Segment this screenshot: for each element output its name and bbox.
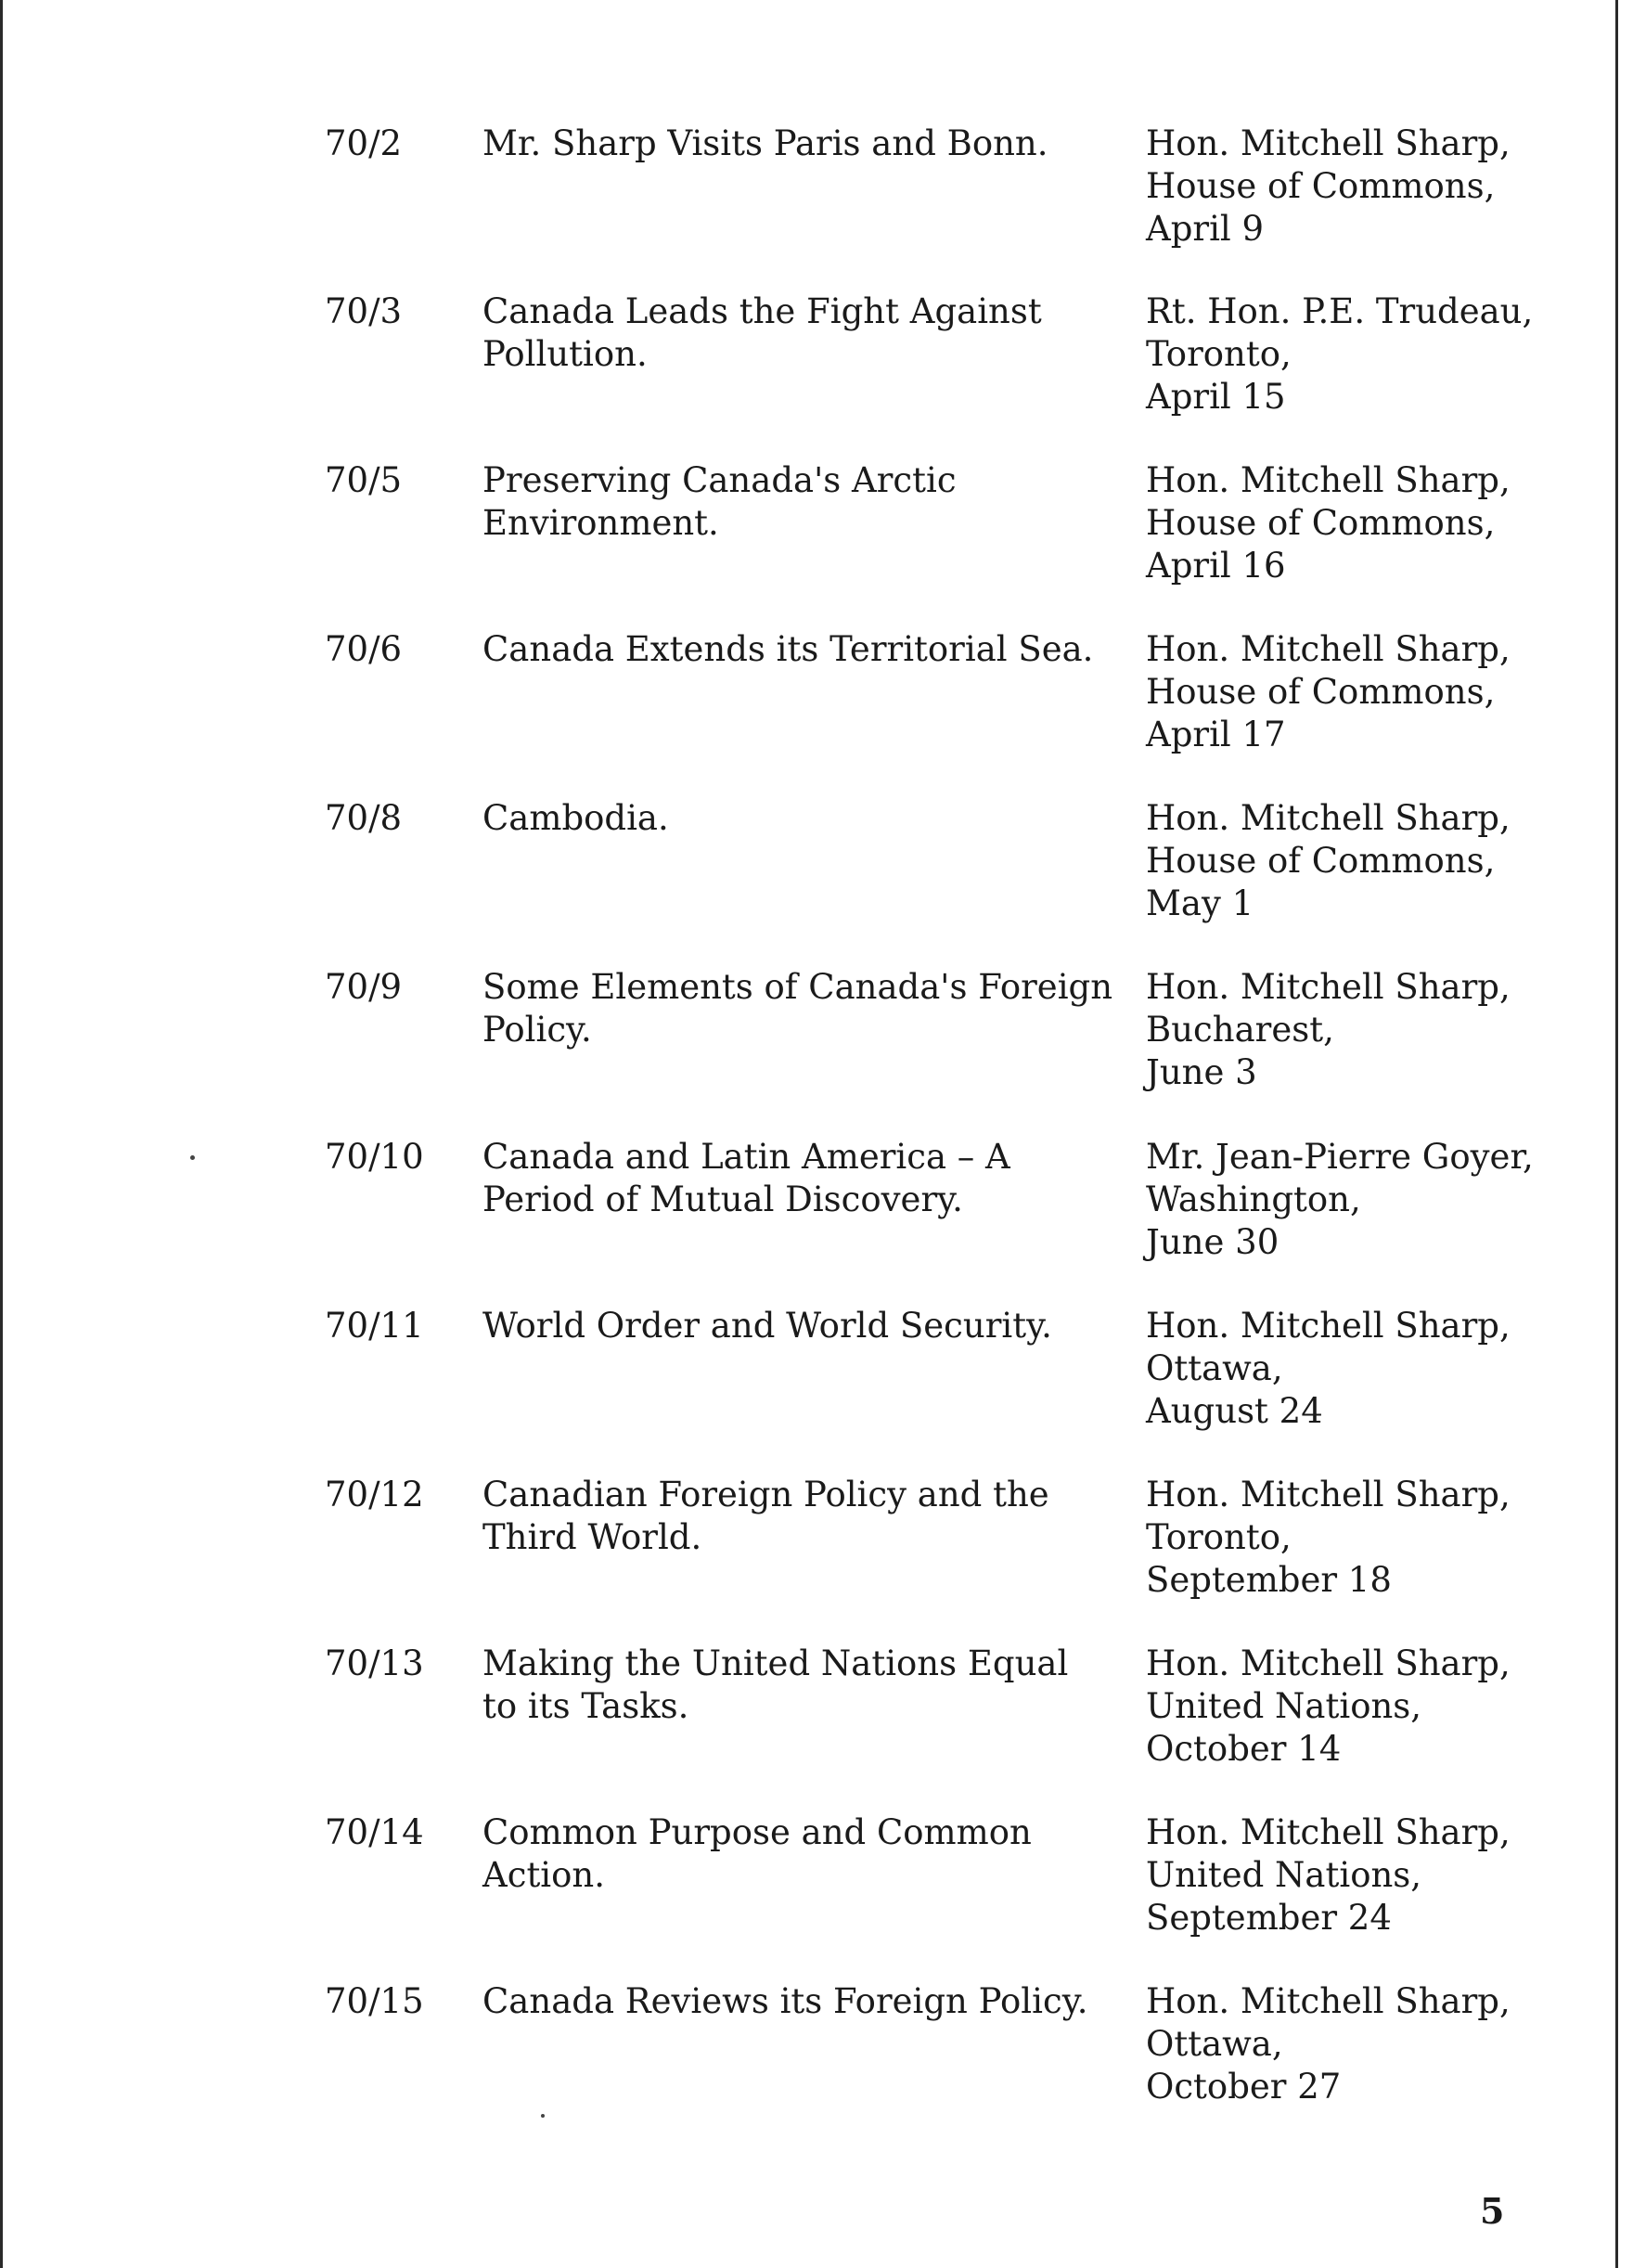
title-line: Canada Leads the Fight Against <box>482 291 1042 331</box>
entry-number: 70/3 <box>325 291 403 331</box>
speaker-venue: Bucharest, <box>1146 1010 1334 1050</box>
title-line: Some Elements of Canada's Foreign <box>482 967 1113 1007</box>
speaker-venue: Washington, <box>1146 1179 1361 1219</box>
title-line: Environment. <box>482 503 719 543</box>
speaker-name: Hon. Mitchell Sharp, <box>1146 798 1511 838</box>
title-line: Preserving Canada's Arctic <box>482 460 957 500</box>
entry-title <box>482 797 1113 840</box>
title-line: Common Purpose and Common <box>482 1812 1032 1852</box>
entry-number: 70/10 <box>325 1137 424 1177</box>
title-line: Canada Reviews its Foreign Policy. <box>482 1981 1088 2021</box>
speaker-venue: House of Commons, <box>1146 841 1496 881</box>
entry-number: 70/14 <box>325 1812 424 1852</box>
entry-number: 70/2 <box>325 123 403 163</box>
title-line: Mr. Sharp Visits Paris and Bonn. <box>482 123 1048 163</box>
speaker-name: Hon. Mitchell Sharp, <box>1146 1981 1511 2021</box>
speaker-name: Hon. Mitchell Sharp, <box>1146 1812 1511 1852</box>
speaker-date: April 9 <box>1146 209 1265 249</box>
title-line: to its Tasks. <box>482 1686 689 1726</box>
entry-title <box>482 1305 1113 1347</box>
speaker-venue: United Nations, <box>1146 1855 1422 1895</box>
entry-title <box>482 628 1113 671</box>
speaker-name: Hon. Mitchell Sharp, <box>1146 460 1511 500</box>
speaker-date: June 30 <box>1146 1222 1279 1262</box>
scan-speck <box>541 2114 545 2118</box>
title-line: Canadian Foreign Policy and the <box>482 1475 1049 1514</box>
entry-title <box>482 1811 1113 1897</box>
title-line: Canada Extends its Territorial Sea. <box>482 629 1094 669</box>
speaker-date: May 1 <box>1146 883 1254 923</box>
speaker-venue: House of Commons, <box>1146 166 1496 206</box>
entry-title <box>482 1980 1113 2023</box>
speaker-date: August 24 <box>1146 1391 1323 1431</box>
entry-speaker <box>1146 122 1628 251</box>
speaker-name: Hon. Mitchell Sharp, <box>1146 1306 1511 1346</box>
entry-title <box>482 1643 1113 1728</box>
entry-title <box>482 966 1113 1051</box>
entry-speaker <box>1146 1643 1628 1771</box>
speaker-venue: Toronto, <box>1146 334 1292 374</box>
entry-speaker <box>1146 1305 1628 1433</box>
entry-number: 70/12 <box>325 1475 424 1514</box>
entry-speaker <box>1146 1136 1628 1264</box>
speaker-venue: House of Commons, <box>1146 672 1496 712</box>
speaker-name: Hon. Mitchell Sharp, <box>1146 967 1511 1007</box>
speaker-date: October 14 <box>1146 1729 1342 1769</box>
speaker-date: October 27 <box>1146 2067 1342 2107</box>
entry-speaker <box>1146 290 1628 419</box>
entry-number: 70/11 <box>325 1306 424 1346</box>
entry-speaker <box>1146 1811 1628 1939</box>
entry-number: 70/8 <box>325 798 403 838</box>
entry-number: 70/13 <box>325 1643 424 1683</box>
speaker-date: September 24 <box>1146 1898 1392 1938</box>
title-line: Third World. <box>482 1517 702 1557</box>
speaker-date: April 17 <box>1146 715 1286 754</box>
entry-title <box>482 290 1113 376</box>
title-line: Canada and Latin America – A <box>482 1137 1010 1177</box>
entry-title <box>482 459 1113 545</box>
speaker-name: Hon. Mitchell Sharp, <box>1146 1475 1511 1514</box>
title-line: Period of Mutual Discovery. <box>482 1179 963 1219</box>
speaker-name: Rt. Hon. P.E. Trudeau, <box>1146 291 1534 331</box>
speaker-date: September 18 <box>1146 1560 1392 1600</box>
entry-number: 70/15 <box>325 1981 424 2021</box>
speaker-venue: Ottawa, <box>1146 2024 1283 2064</box>
entry-speaker <box>1146 797 1628 925</box>
entry-number: 70/9 <box>325 967 403 1007</box>
title-line: Cambodia. <box>482 798 669 838</box>
page-edge-left <box>0 0 3 2268</box>
speaker-name: Hon. Mitchell Sharp, <box>1146 123 1511 163</box>
speaker-date: April 16 <box>1146 546 1286 586</box>
entry-speaker <box>1146 1474 1628 1602</box>
title-line: Action. <box>482 1855 606 1895</box>
speaker-name: Hon. Mitchell Sharp, <box>1146 1643 1511 1683</box>
entry-speaker <box>1146 966 1628 1094</box>
page-number: 5 <box>1480 2190 1505 2232</box>
title-line: Policy. <box>482 1010 592 1050</box>
speaker-venue: Toronto, <box>1146 1517 1292 1557</box>
entry-title <box>482 1474 1113 1559</box>
entry-number: 70/6 <box>325 629 403 669</box>
speaker-venue: House of Commons, <box>1146 503 1496 543</box>
speaker-name: Mr. Jean-Pierre Goyer, <box>1146 1137 1534 1177</box>
entry-speaker <box>1146 1980 1628 2108</box>
entry-number: 70/5 <box>325 460 403 500</box>
speaker-date: April 15 <box>1146 377 1286 417</box>
title-line: World Order and World Security. <box>482 1306 1052 1346</box>
entry-title <box>482 122 1113 165</box>
speaker-name: Hon. Mitchell Sharp, <box>1146 629 1511 669</box>
speaker-venue: United Nations, <box>1146 1686 1422 1726</box>
speaker-venue: Ottawa, <box>1146 1348 1283 1388</box>
speaker-date: June 3 <box>1146 1052 1257 1092</box>
entry-speaker <box>1146 628 1628 756</box>
entry-title <box>482 1136 1113 1221</box>
scan-speck <box>190 1155 195 1160</box>
title-line: Pollution. <box>482 334 648 374</box>
title-line: Making the United Nations Equal <box>482 1643 1069 1683</box>
entry-speaker <box>1146 459 1628 587</box>
